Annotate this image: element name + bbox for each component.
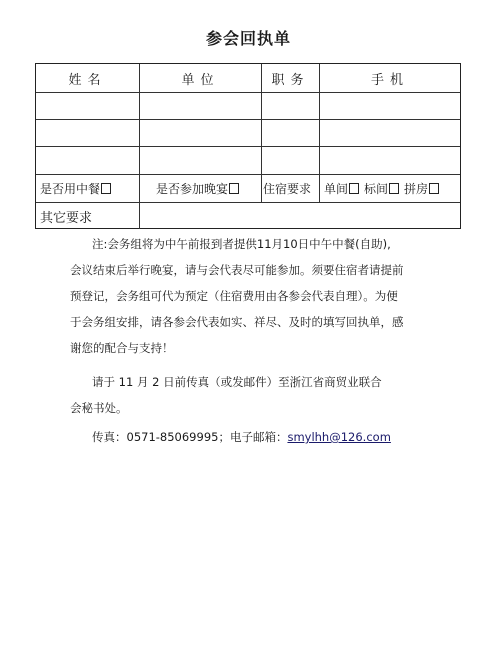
note-line-3: 预登记，会务组可代为预定（住宿费用由各参会代表自理）。为便 [70,289,398,303]
single-label: 单间 [324,182,349,196]
note-line-1: 注:会务组将为中午前报到者提供11月10日中午中餐(自助), [92,237,391,251]
unit-field-3[interactable] [140,147,261,174]
header-unit: 单位 [181,72,220,88]
mobile-field-3[interactable] [320,147,460,174]
dinner-option[interactable] [156,175,261,202]
fax-label: 传真：0571-85069995；电子邮箱： [92,430,288,444]
mobile-field-1[interactable] [320,93,460,119]
note-line-5: 谢您的配合与支持！ [70,341,174,355]
other-requests-label: 其它要求 [40,210,93,226]
shared-label: 拼房 [404,182,429,196]
standard-label: 标间 [364,182,389,196]
header-name: 姓名 [68,72,107,88]
header-position: 职务 [271,72,310,88]
email-link[interactable]: smylhh@126.com [287,430,391,444]
dinner-label: 是否参加晚宴 [156,182,229,196]
shared-room-checkbox[interactable] [429,183,439,194]
position-field-3[interactable] [262,147,319,174]
page-title: 参会回执单 [205,29,291,48]
standard-room-checkbox[interactable] [389,183,399,194]
deadline-line-1: 请于 11 月 2 日前传真（或发邮件）至浙江省商贸业联合 [92,375,382,389]
mobile-field-2[interactable] [320,120,460,146]
note-line-4: 于会务组安排，请各参会代表如实、祥尽、及时的填写回执单，感 [70,315,404,329]
header-mobile: 手机 [370,72,409,88]
lunch-checkbox[interactable] [101,183,111,194]
note-line-2: 会议结束后举行晚宴，请与会代表尽可能参加。须要住宿者请提前 [70,263,404,277]
contact-line [92,429,391,445]
room-options [324,175,460,202]
position-field-1[interactable] [262,93,319,119]
dinner-checkbox[interactable] [229,183,239,194]
single-room-checkbox[interactable] [349,183,359,194]
unit-field-2[interactable] [140,120,261,146]
deadline-line-2: 会秘书处。 [70,401,128,415]
position-field-2[interactable] [262,120,319,146]
name-field-2[interactable] [36,120,139,146]
lodging-label: 住宿要求 [263,182,312,196]
lunch-option[interactable] [40,175,139,202]
other-requests-field[interactable] [140,203,460,229]
registration-form-table [35,63,461,229]
unit-field-1[interactable] [140,93,261,119]
name-field-3[interactable] [36,147,139,174]
lunch-label: 是否用中餐 [40,182,101,196]
name-field-1[interactable] [36,93,139,119]
